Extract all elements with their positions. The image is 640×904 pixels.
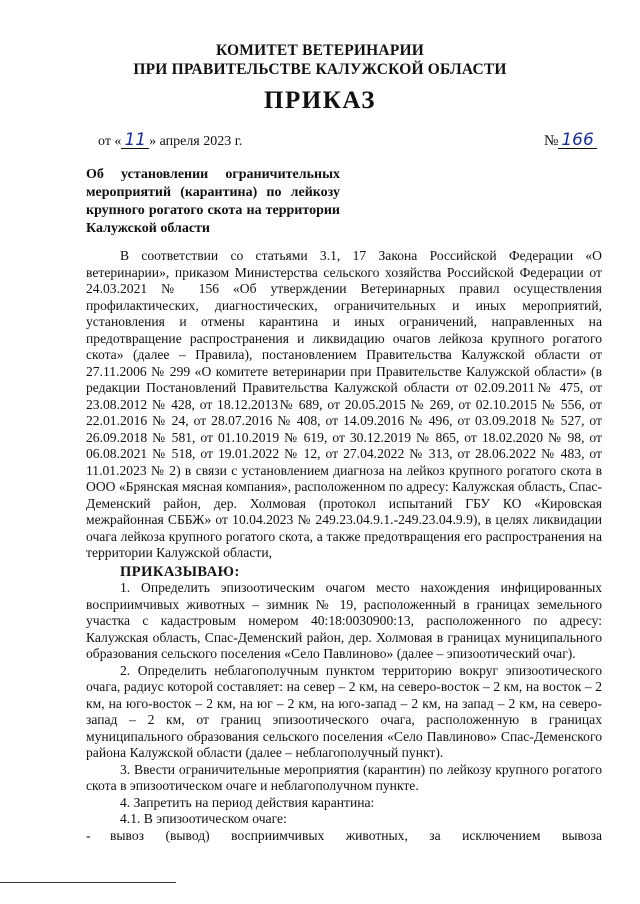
item-4-1: 4.1. В эпизоотическом очаге:: [120, 811, 287, 826]
preamble-paragraph: В соответствии со статьями 3.1, 17 Закона Российской Федерации «О ветеринарии», приказом Министерства сельского хозяйства Российской Федерации от 24.03.2021 № 156 «Об утверждении Ветеринарных правил осуществления профилактических, диагностических, ограничительных и иных мероприятий, установления и отмены карантина и иных ограничений, направленных на предотвращение распространения и ликвидацию очагов лейкоза крупного рогатого скота» (далее – Правила), постановлением Правительства Калужской области от 27.11.2006 № 299 «О комитете ветеринарии при Правительстве Калужской области» (в редакции Постановлений Правительства Калужской области от 02.09.2011№ 475, от 23.08.2012 № 428, от 18.12.2013№ 689, от 20.05.2015 № 269, от 02.10.2015 № 556, от 22.01.2016 № 24, от 28.07.2016 № 408, от 14.09.2016 № 496, от 03.09.2018 № 527, от 26.09.2018 № 581, от 01.10.2019 № 619, от 30.12.2019 № 865, от 18.02.2020 № 98, от 06.08.2021 № 518, от 19.01.2022 № 12, от 27.04.2022 № 313, от 28.06.2022 № 483, от 11.01.2023 № 2) в связи с установлением диагноза на лейкоз крупного рогатого скота в ООО «Брянская мясная компания», расположенном по адресу: Калужская область, Спас-Деменский район, дер. Холмовая (протокол испытаний ГБУ КО «Кировская межрайонная СББЖ» от 10.04.2023 № 249.23.04.9.1.-249.23.04.9.9), в целях ликвидации очага лейкоза крупного рогатого скота, а также предотвращения его распространения на территории Калужской области,: [86, 248, 602, 560]
bullet-dash: -: [86, 827, 91, 843]
document-subject: Об установлении ограничительных мероприятий (карантина) по лейкозу крупного рогатого скота на территории Калужской области: [86, 167, 340, 236]
organization-name-line2: ПРИ ПРАВИТЕЛЬСТВЕ КАЛУЖСКОЙ ОБЛАСТИ: [133, 61, 507, 78]
date-suffix: » апреля 2023 г.: [149, 134, 243, 149]
date-day-handwritten: 11: [121, 133, 149, 149]
item-2: 2. Определить неблагополучным пунктом территорию вокруг эпизоотического очага, радиус которой составляет: на север – 2 км, на северо-восток – 2 км, на восток – 2 км, на юго-восток – 2 км, на юг – 2 км, на юго-запад – 2 км, на запад – 2 км, на северо-запад – 2 км, от границ эпизоотического очага, расположенную в границах муниципального образования сельского поселения «Село Павлиново» Спас-Деменского района Калужской области (далее – неблагополучный пункт).: [86, 662, 602, 760]
number-prefix: №: [544, 133, 559, 149]
footnote-separator: [0, 882, 176, 883]
item-1: 1. Определить эпизоотическим очагом место нахождения инфицированных восприимчивых животных – зимник № 19, расположенный в границах земельного участка с кадастровым номером 40:18:0030900:13, расположенного по адресу: Калужская область, Спас-Деменский район, дер. Холмовая в границах муниципального образования сельского поселения «Село Павлиново» (далее – эпизоотический очаг).: [86, 580, 602, 661]
bullet-item: [86, 828, 602, 845]
number-handwritten: 166: [558, 133, 596, 149]
document-body: [86, 248, 602, 844]
bullet-text: вывоз (вывод) восприимчивых животных, за исключением вывоза: [110, 827, 602, 843]
decree-word: ПРИКАЗЫВАЮ:: [120, 563, 240, 580]
item-4: 4. Запретить на период действия карантина:: [120, 794, 375, 810]
date-prefix: от «: [98, 134, 122, 149]
organization-name-line1: КОМИТЕТ ВЕТЕРИНАРИИ: [216, 42, 424, 59]
document-date: [98, 130, 243, 150]
item-3: 3. Ввести ограничительные мероприятия (карантин) по лейкозу крупного рогатого скота в эпизоотическом очаге и неблагополучном пункте.: [86, 761, 602, 793]
document-type-title: ПРИКАЗ: [264, 87, 376, 114]
document-number: [544, 130, 597, 150]
